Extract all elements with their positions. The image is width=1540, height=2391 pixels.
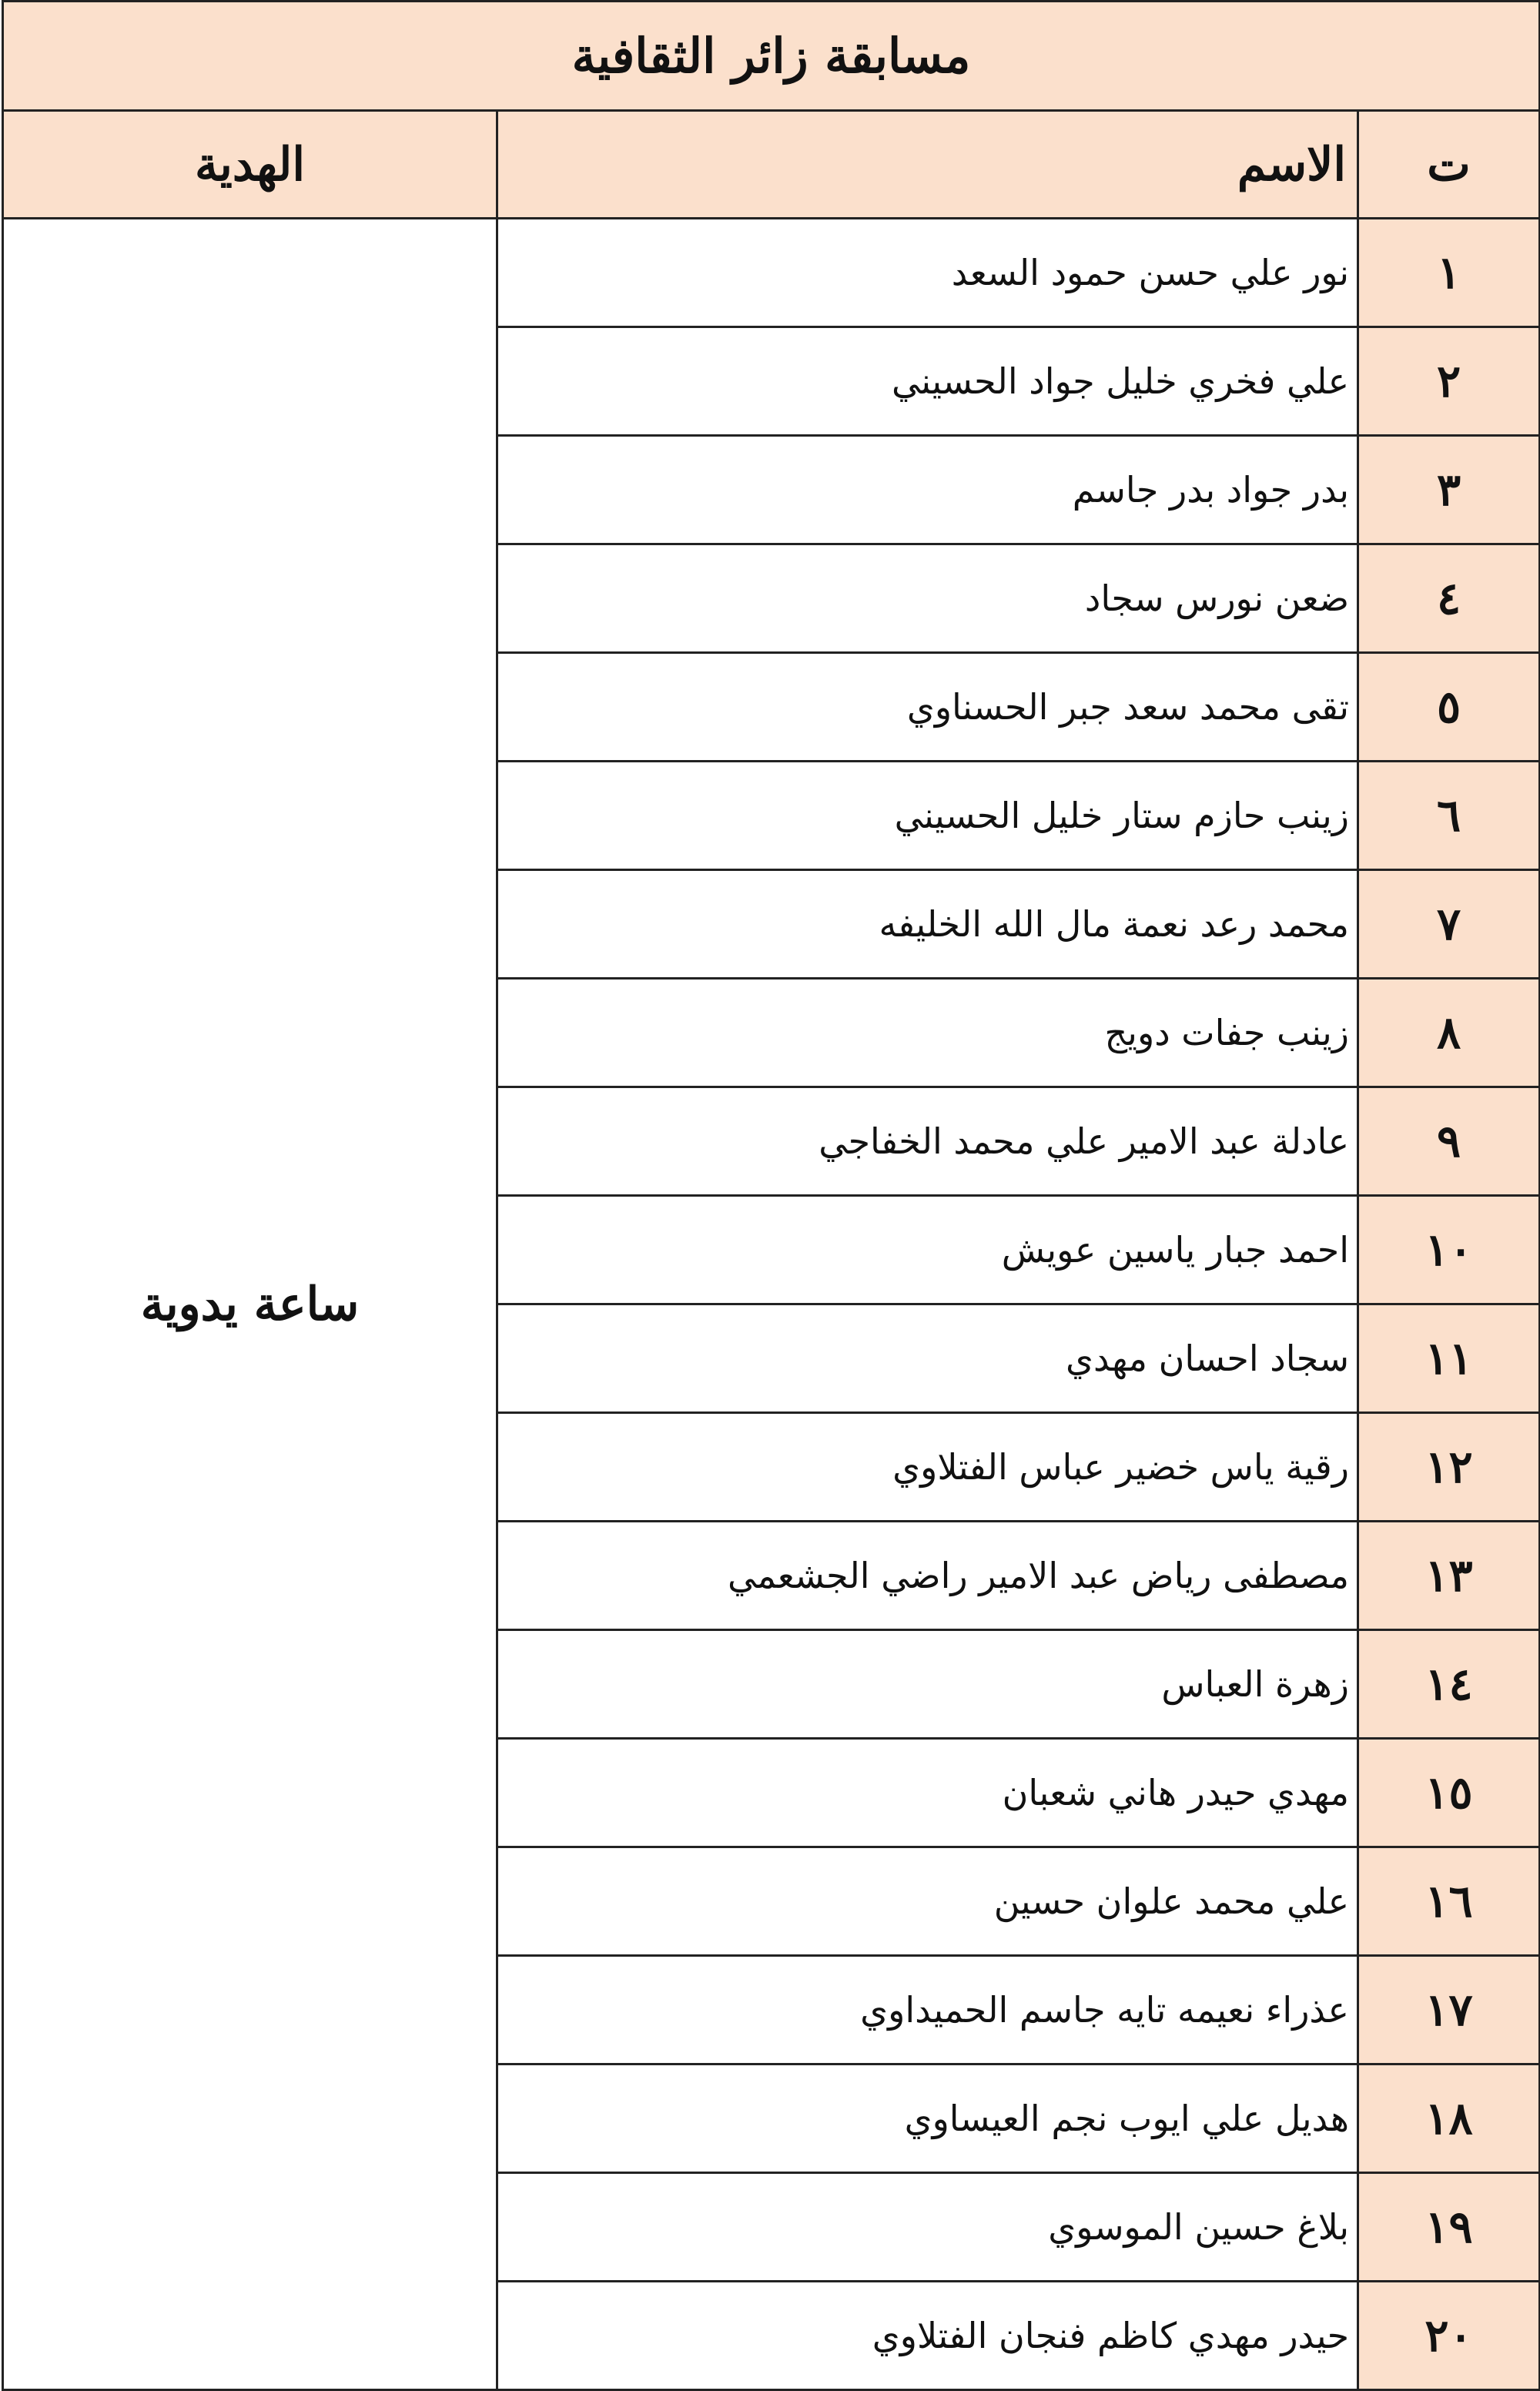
header-row [3, 111, 1540, 219]
participant-name: زينب جفات دويج [497, 979, 1358, 1087]
row-number: ١٧ [1358, 1956, 1540, 2064]
participant-name: احمد جبار ياسين عويش [497, 1196, 1358, 1304]
column-header-gift: الهدية [3, 111, 497, 219]
column-header-number: ت [1358, 111, 1540, 219]
row-number: ١٤ [1358, 1630, 1540, 1739]
row-number: ١٣ [1358, 1522, 1540, 1630]
participant-name: عادلة عبد الامير علي محمد الخفاجي [497, 1087, 1358, 1196]
table-title: مسابقة زائر الثقافية [3, 2, 1540, 111]
row-number: ٨ [1358, 979, 1540, 1087]
participant-name: عذراء نعيمه تايه جاسم الحميداوي [497, 1956, 1358, 2064]
participant-name: محمد رعد نعمة مال الله الخليفه [497, 870, 1358, 979]
row-number: ١٢ [1358, 1413, 1540, 1522]
row-number: ٢٠ [1358, 2282, 1540, 2390]
participant-name: نور علي حسن حمود السعد [497, 219, 1358, 327]
row-number: ١٦ [1358, 1847, 1540, 1956]
row-number: ٧ [1358, 870, 1540, 979]
row-number: ٩ [1358, 1087, 1540, 1196]
winners-table [2, 0, 1540, 2391]
participant-name: بدر جواد بدر جاسم [497, 436, 1358, 544]
row-number: ١٥ [1358, 1739, 1540, 1847]
participant-name: حيدر مهدي كاظم فنجان الفتلاوي [497, 2282, 1358, 2390]
participant-name: علي فخري خليل جواد الحسيني [497, 327, 1358, 436]
row-number: ٦ [1358, 762, 1540, 870]
participant-name: هديل علي ايوب نجم العيساوي [497, 2064, 1358, 2173]
gift-value: ساعة يدوية [3, 219, 497, 2390]
row-number: ١٩ [1358, 2173, 1540, 2282]
participant-name: بلاغ حسين الموسوي [497, 2173, 1358, 2282]
participant-name: زينب حازم ستار خليل الحسيني [497, 762, 1358, 870]
row-number: ٢ [1358, 327, 1540, 436]
participant-name: ضعن نورس سجاد [497, 544, 1358, 653]
column-header-name: الاسم [497, 111, 1358, 219]
participant-name: زهرة العباس [497, 1630, 1358, 1739]
participant-name: تقى محمد سعد جبر الحسناوي [497, 653, 1358, 762]
row-number: ٤ [1358, 544, 1540, 653]
participant-name: علي محمد علوان حسين [497, 1847, 1358, 1956]
row-number: ١ [1358, 219, 1540, 327]
participant-name: سجاد احسان مهدي [497, 1304, 1358, 1413]
row-number: ٥ [1358, 653, 1540, 762]
participant-name: مهدي حيدر هاني شعبان [497, 1739, 1358, 1847]
table-row [3, 219, 1540, 327]
participant-name: مصطفى رياض عبد الامير راضي الجشعمي [497, 1522, 1358, 1630]
row-number: ١٨ [1358, 2064, 1540, 2173]
row-number: ١١ [1358, 1304, 1540, 1413]
row-number: ٣ [1358, 436, 1540, 544]
participant-name: رقية ياس خضير عباس الفتلاوي [497, 1413, 1358, 1522]
title-row [3, 2, 1540, 111]
row-number: ١٠ [1358, 1196, 1540, 1304]
